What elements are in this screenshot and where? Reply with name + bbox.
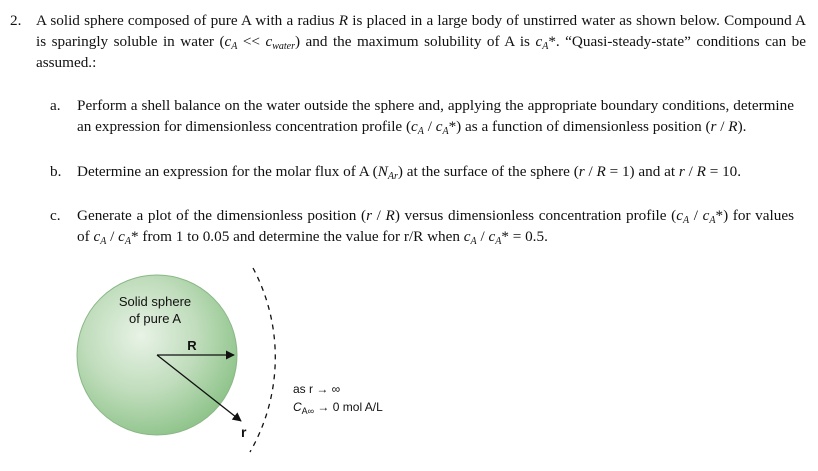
- bc-line1: as r → ∞: [293, 382, 341, 396]
- problem-intro: A solid sphere composed of pure A with a radius R is placed in a large body of unstirred water as shown below. Compound A is sparingly soluble in water $(c_A << c_{water})$ and the maximum solubility of A is $c_A*$. “Quasi-steady-state” conditions can be assumed.:: [36, 12, 807, 71]
- sphere-label-line2: of pure A: [128, 311, 182, 326]
- position-label: r: [241, 424, 247, 440]
- radius-label: R: [187, 338, 197, 353]
- problem-number: 2.: [10, 12, 22, 29]
- part-c-text: Generate a plot of the dimensionless position (r / R) versus dimensionless concentration profile $(c_A / c_A*)$ for values of $c_A / c_A*$ from 1 to 0.05 and determine the value for r/R when $c_A / c_A* = 0.5$.: [77, 207, 794, 247]
- part-b-label: b.: [50, 163, 62, 180]
- sphere-label-line1: Solid sphere: [118, 294, 192, 309]
- part-c-label: c.: [50, 207, 61, 224]
- bc-line2: $C_{A\infty} \to 0$ mol A/L: [293, 400, 383, 416]
- far-field-boundary: [250, 268, 275, 452]
- part-a-label: a.: [50, 97, 61, 114]
- part-a-text: Perform a shell balance on the water outside the sphere and, applying the appropriate boundary conditions, determine an expression for dimensionless concentration profile $(c_A / c_A*)$ as a function of dimensionless position (r / R).: [77, 97, 794, 137]
- part-b-text: Determine an expression for the molar flux of A $(N_{Ar})$ at the surface of the sphere (r / R = 1) and at r / R = 10.: [77, 163, 742, 182]
